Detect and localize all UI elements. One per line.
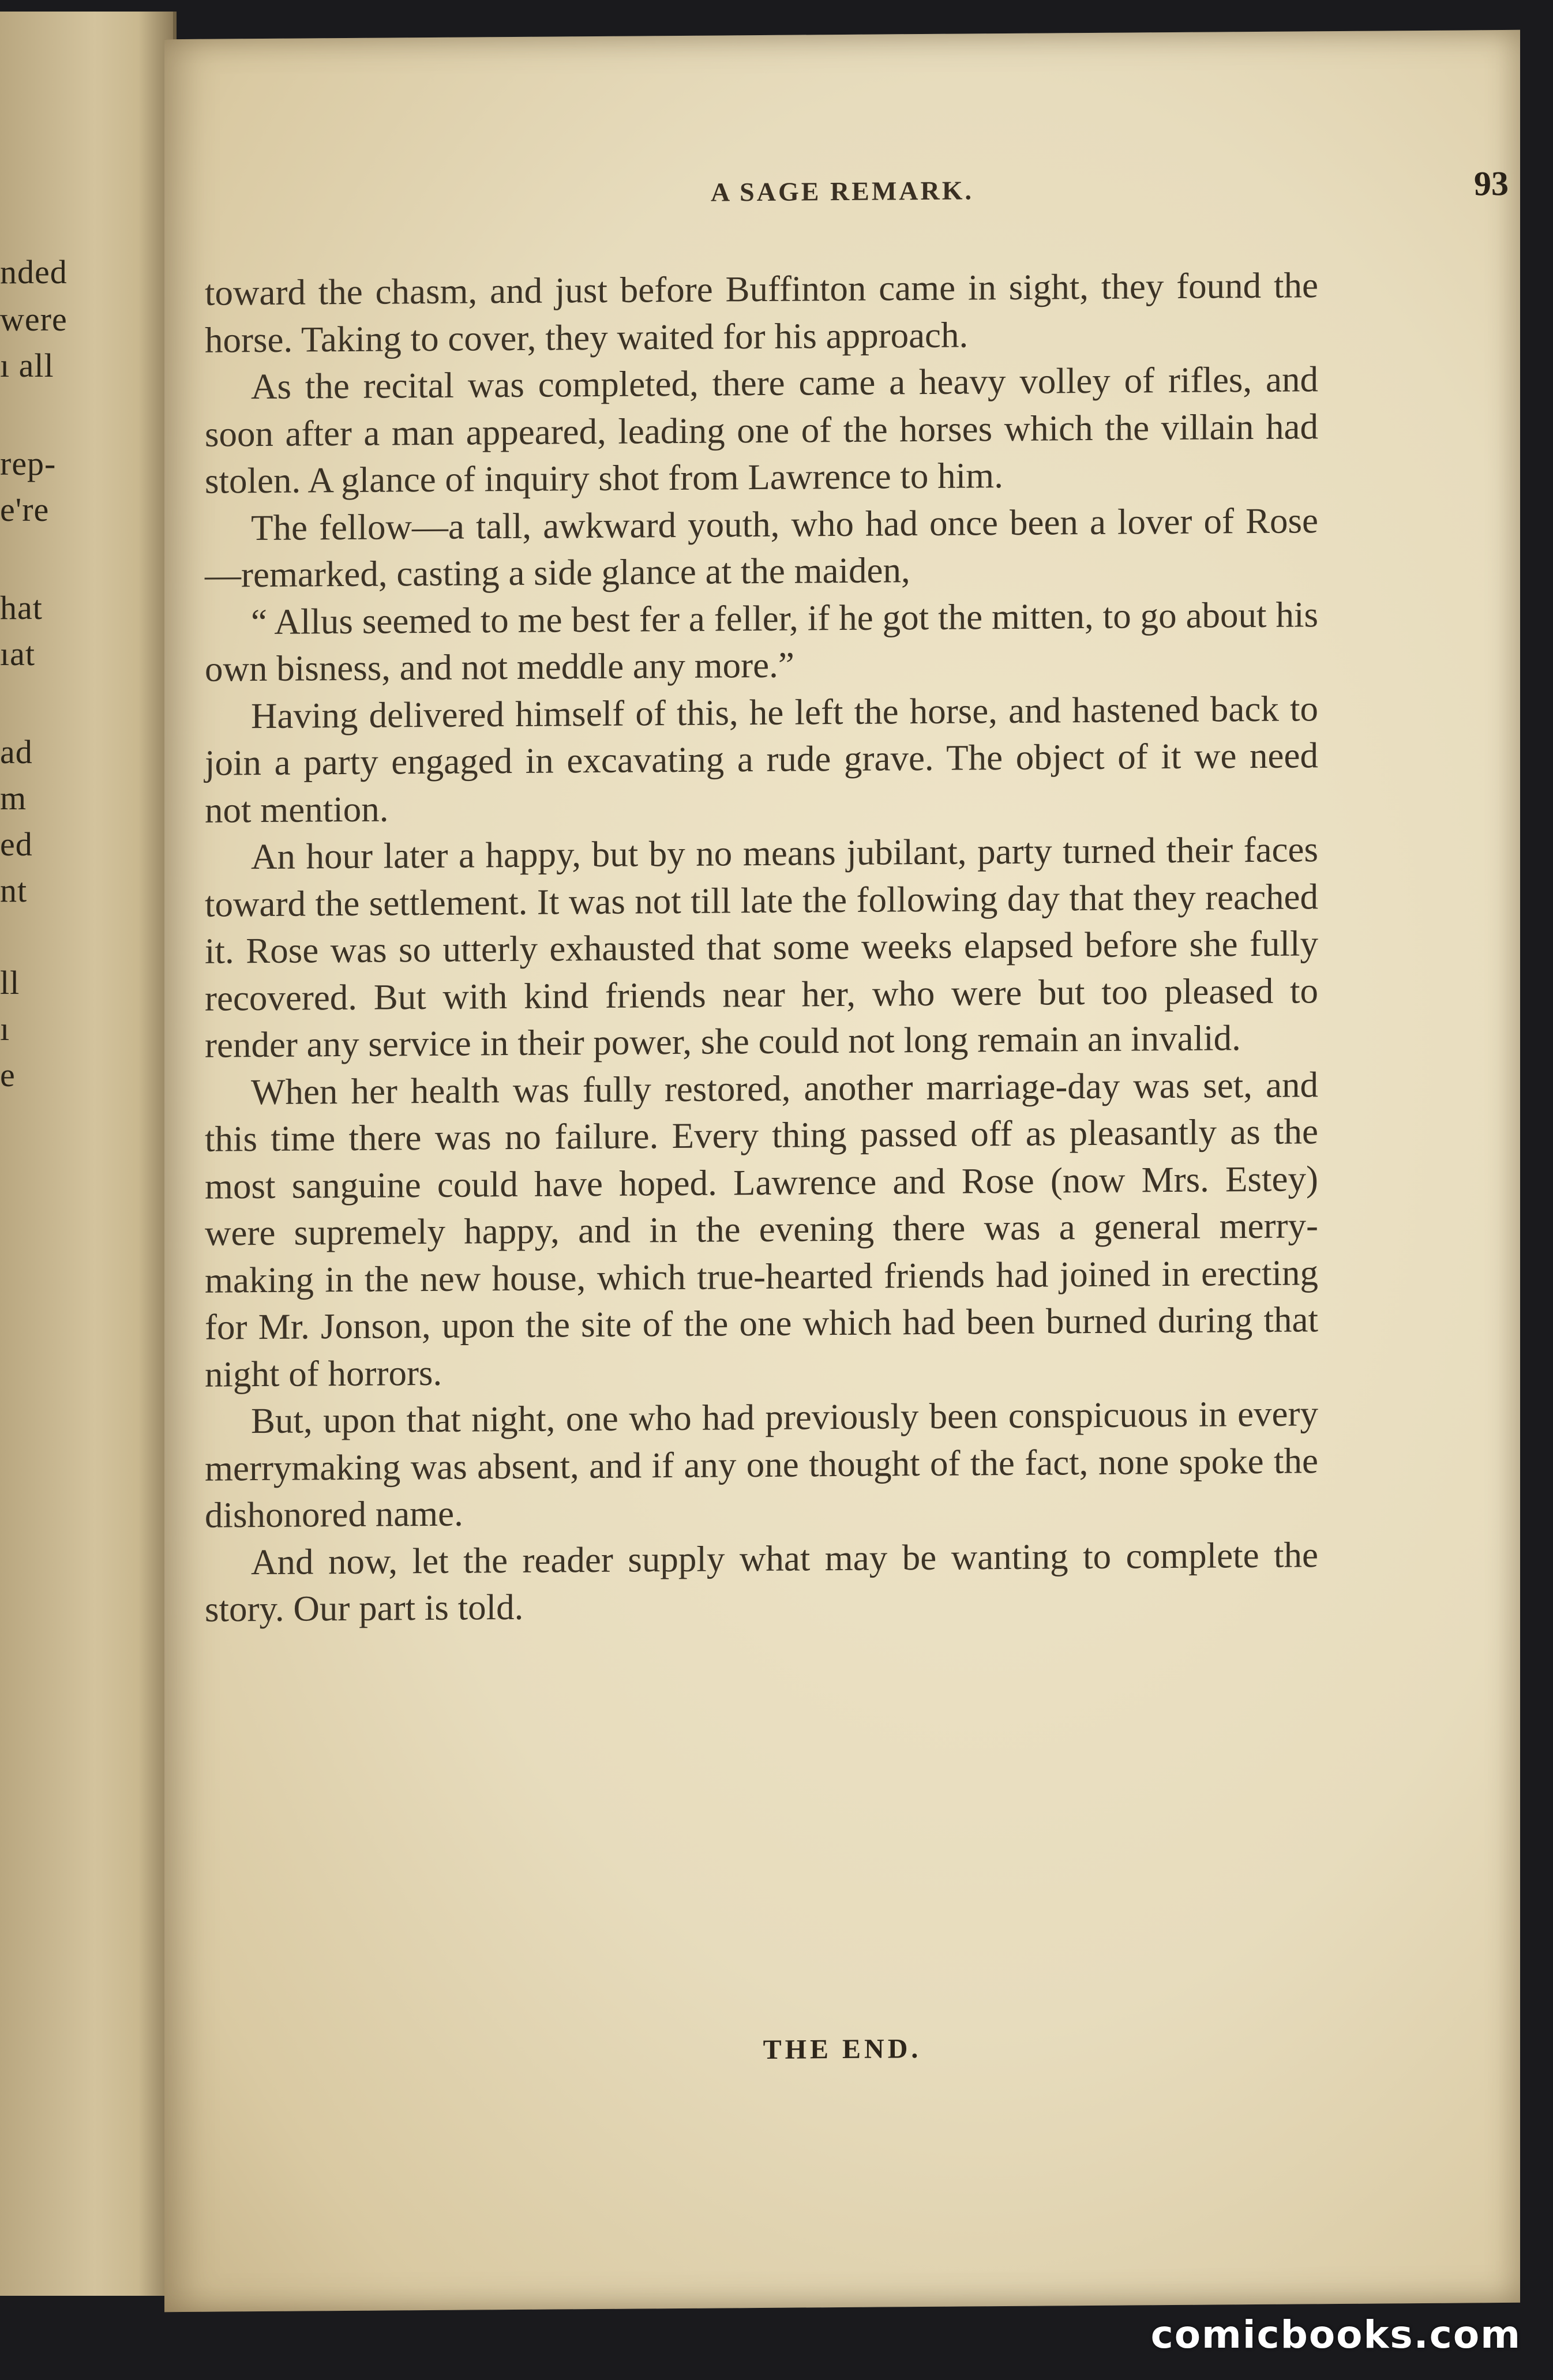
left-page-fragment: ıat xyxy=(0,635,35,673)
left-page-fragment: rep- xyxy=(0,445,57,482)
left-page-fragment: were xyxy=(0,301,67,338)
left-page-fragment: ll xyxy=(0,964,20,1001)
paragraph: Having delivered himself of this, he left the horse, and hastened back to join a party engaged in excavating a rude grave. The object of it we need not mention. xyxy=(205,688,1318,831)
paragraph: As the recital was completed, there came a heavy volley of rifles, and soon after a man appeared, leading one of the horses which the villain had stolen. A glance of inquiry shot from Lawrence to him. xyxy=(205,359,1318,501)
paragraph: When her health was fully restored, another marriage-day was set, and this time there was no failure. Every thing passed off as pleasantly as the most sanguine could have hoped. Lawrence and Rose (now Mrs. Estey) were supremely happy, and in the evening there was a general merry-making in the new house, which true-hearted friends had joined in erecting for Mr. Jonson, upon the site of the one which had been burned during that night of horrors. xyxy=(205,1064,1318,1395)
left-page-fragment: nded xyxy=(0,253,67,291)
left-page-fragment: m xyxy=(0,779,27,817)
left-page-fragment: ı xyxy=(0,1010,10,1048)
left-page-fragment: hat xyxy=(0,589,43,626)
left-page-fragment: ı all xyxy=(0,347,54,384)
paragraph: An hour later a happy, but by no means jubilant, party turned their faces toward the settlement. It was not till late the following day that they reached it. Rose was so utterly exhausted that some weeks elapsed before she fully recovered. But with kind friends near her, who were but too pleased to render any service in their power, she could not long remain an invalid. xyxy=(205,829,1318,1065)
body-text xyxy=(205,262,1318,1633)
page-number: 93 xyxy=(1474,164,1509,203)
left-page-fragment: e xyxy=(0,1056,16,1094)
running-head: A SAGE REMARK. xyxy=(711,175,974,207)
left-page-fragment: nt xyxy=(0,872,28,909)
left-page-fragment: e're xyxy=(0,491,50,528)
previous-page-edge xyxy=(0,12,177,2296)
left-page-fragment: ed xyxy=(0,825,33,863)
the-end-label: THE END. xyxy=(763,2033,922,2065)
paragraph: And now, let the reader supply what may be wanting to complete the story. Our part is told. xyxy=(205,1534,1318,1630)
paragraph: The fellow—a tall, awkward youth, who had once been a lover of Rose—remarked, casting a side glance at the maiden, xyxy=(205,500,1318,595)
site-watermark: comicbooks.com xyxy=(1150,2313,1521,2357)
left-page-fragment: ad xyxy=(0,733,33,771)
paragraph: toward the chasm, and just before Buffinton came in sight, they found the horse. Taking to cover, they waited for his approach. xyxy=(205,265,1318,361)
paragraph: “ Allus seemed to me best fer a feller, if he got the mitten, to go about his own bisness, and not meddle any more.” xyxy=(205,594,1318,689)
paragraph: But, upon that night, one who had previously been conspicuous in every merrymaking was absent, and if any one thought of the fact, none spoke the dishonored name. xyxy=(205,1393,1318,1536)
book-page xyxy=(164,30,1520,2312)
